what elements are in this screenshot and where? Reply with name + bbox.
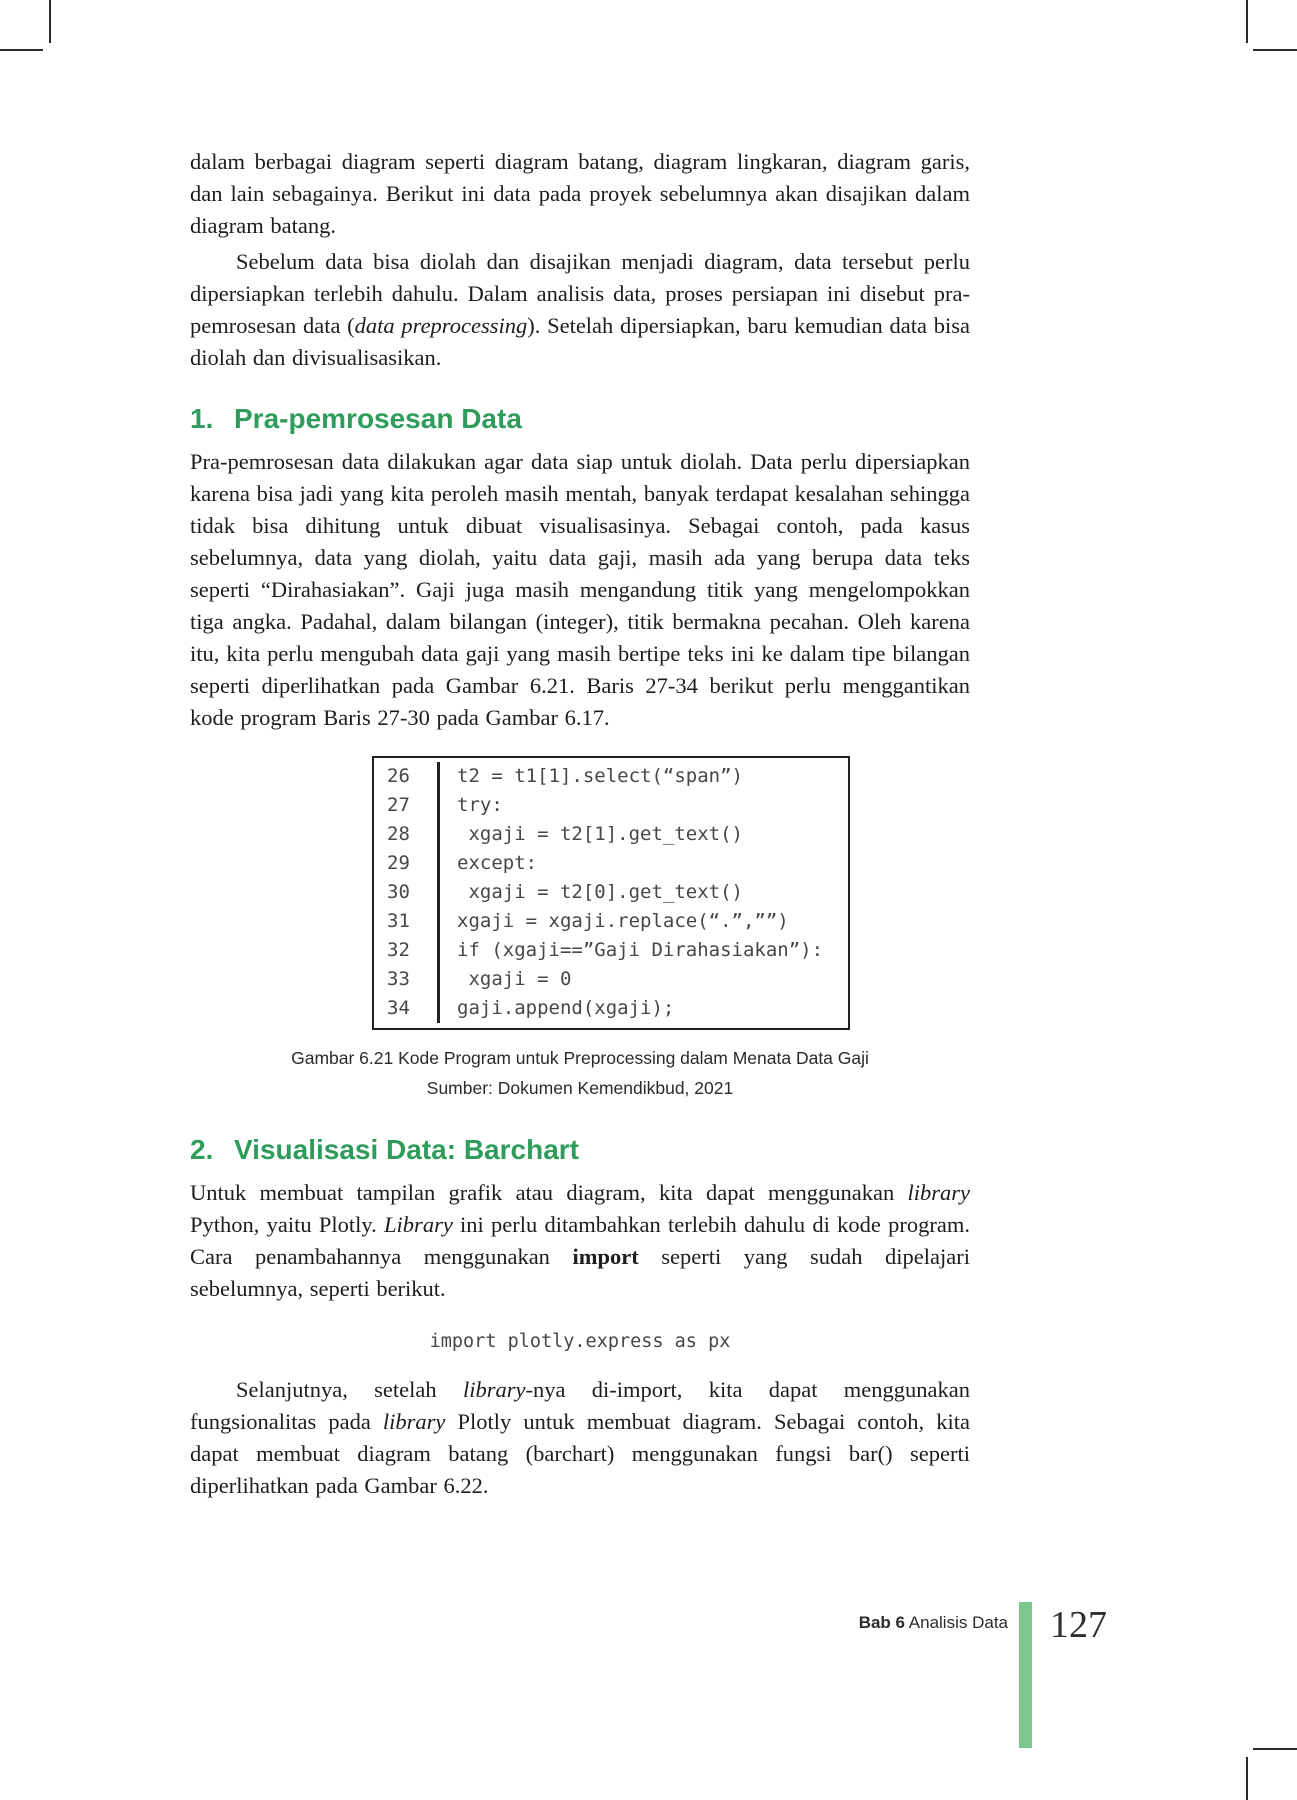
code-line-number: 34	[374, 994, 440, 1023]
text-run: Untuk membuat tampilan grafik atau diagram, kita dapat menggunakan	[190, 1180, 908, 1205]
text-run: seperti yang sudah dipelajari sebelumnya, seperti berikut.	[190, 1244, 970, 1301]
text-run: Selanjutnya, setelah	[236, 1377, 463, 1402]
code-line-number: 31	[374, 907, 440, 936]
section-number: 2.	[190, 1134, 214, 1165]
section-title: Pra-pemrosesan Data	[234, 403, 522, 434]
text-run: library	[382, 1409, 446, 1434]
crop-mark-top-right-vertical	[1246, 0, 1248, 43]
figure-source: Sumber: Dokumen Kemendikbud, 2021	[426, 1078, 734, 1098]
crop-mark-top-left-horizontal	[0, 49, 43, 51]
text-run: ini perlu ditambahkan terlebih dahulu di kode program. Cara penambahannya menggunakan	[190, 1212, 970, 1269]
text-run: Library	[384, 1212, 453, 1237]
text-run: library	[462, 1377, 526, 1402]
crop-mark-top-left-vertical	[49, 0, 51, 43]
code-line	[374, 936, 848, 965]
section-number: 1.	[190, 403, 214, 434]
code-line-text: gaji.append(xgaji);	[457, 997, 675, 1019]
code-line-text: xgaji = 0	[457, 968, 572, 990]
footer-chapter-number: Bab 6	[858, 1613, 905, 1632]
text-run: Sebelum data bisa diolah dan disajikan menjadi diagram, data tersebut perlu dipersiapkan terlebih dahulu. Dalam analisis data, proses persiapan ini disebut pra-pemrosesan data (	[190, 249, 970, 338]
figure-caption: Gambar 6.21 Kode Program untuk Preprocessing dalam Menata Data Gaji	[291, 1048, 869, 1068]
section-heading-2	[190, 1133, 970, 1167]
paragraph-untuk	[190, 1177, 970, 1305]
text-run: -nya di-import, kita dapat menggunakan fungsionalitas pada	[190, 1377, 970, 1434]
text-run: dalam berbagai diagram seperti diagram batang, diagram lingkaran, diagram garis, dan lain sebagainya. Berikut ini data pada proyek sebelumnya akan disajikan dalam diagram batang.	[190, 149, 970, 238]
code-line	[374, 762, 848, 791]
code-line	[374, 849, 848, 878]
code-line-text: if (xgaji==”Gaji Dirahasiakan”):	[457, 939, 824, 961]
code-listing-box	[372, 756, 850, 1030]
code-line-text: except:	[457, 852, 538, 874]
code-line-number: 30	[374, 878, 440, 907]
footer-green-bar	[1019, 1602, 1032, 1748]
paragraph-intro	[190, 146, 970, 242]
footer-chapter-title: Analisis Data	[905, 1613, 1008, 1632]
code-line-number: 32	[374, 936, 440, 965]
paragraph-selanjutnya	[190, 1374, 970, 1502]
code-line-text: xgaji = t2[0].get_text()	[457, 881, 743, 903]
code-line-number: 28	[374, 820, 440, 849]
text-run: Plotly untuk membuat diagram. Sebagai contoh, kita dapat membuat diagram batang (barchart) menggunakan fungsi bar() seperti diperlihatkan pada Gambar 6.22.	[190, 1409, 970, 1498]
text-run: library	[907, 1180, 970, 1205]
code-line-number: 27	[374, 791, 440, 820]
code-line	[374, 994, 848, 1023]
code-line	[374, 965, 848, 994]
code-line-number: 26	[374, 762, 440, 791]
section-heading-1	[190, 402, 970, 436]
crop-mark-top-right-horizontal	[1253, 49, 1297, 51]
section-title: Visualisasi Data: Barchart	[234, 1134, 579, 1165]
text-run: data preprocessing	[354, 313, 528, 338]
code-line	[374, 878, 848, 907]
code-line-number: 33	[374, 965, 440, 994]
code-line	[374, 820, 848, 849]
code-line	[374, 791, 848, 820]
crop-mark-bottom-right-vertical	[1246, 1757, 1248, 1800]
page-number: 127	[1050, 1604, 1107, 1646]
crop-mark-bottom-right-horizontal	[1253, 1748, 1297, 1750]
text-run: Pra-pemrosesan data dilakukan agar data siap untuk diolah. Data perlu dipersiapkan karena bisa jadi yang kita peroleh masih mentah, banyak terdapat kesalahan sehingga tidak bisa dihitung untuk dibuat visualisasinya. Sebagai contoh, pada kasus sebelumnya, data yang diolah, yaitu data gaji, masih ada yang berupa data teks seperti “Dirahasiakan”. Gaji juga masih mengandung titik yang mengelompokkan tiga angka. Padahal, dalam bilangan (integer), titik bermakna pecahan. Oleh karena itu, kita perlu mengubah data gaji yang masih bertipe teks ini ke dalam tipe bilangan seperti diperlihatkan pada Gambar 6.21. Baris 27-34 berikut perlu menggantikan kode program Baris 27-30 pada Gambar 6.17.	[190, 449, 970, 730]
code-line-text: try:	[457, 794, 503, 816]
code-line-number: 29	[374, 849, 440, 878]
footer-chapter-label	[859, 1613, 1008, 1633]
paragraph-sebelum	[190, 246, 970, 374]
code-line-text: xgaji = xgaji.replace(“.”,””)	[457, 910, 789, 932]
code-line-text: xgaji = t2[1].get_text()	[457, 823, 743, 845]
code-line	[374, 907, 848, 936]
paragraph-pra-pemrosesan	[190, 446, 970, 734]
text-run: ). Setelah dipersiapkan, baru kemudian data bisa diolah dan divisualisasikan.	[190, 313, 970, 370]
code-line-text: t2 = t1[1].select(“span”)	[457, 765, 743, 787]
text-column	[190, 146, 970, 1504]
code-lines	[374, 762, 848, 1023]
text-run: import	[572, 1244, 639, 1269]
text-run: Python, yaitu Plotly.	[190, 1212, 385, 1237]
import-statement: import plotly.express as px	[429, 1331, 731, 1352]
